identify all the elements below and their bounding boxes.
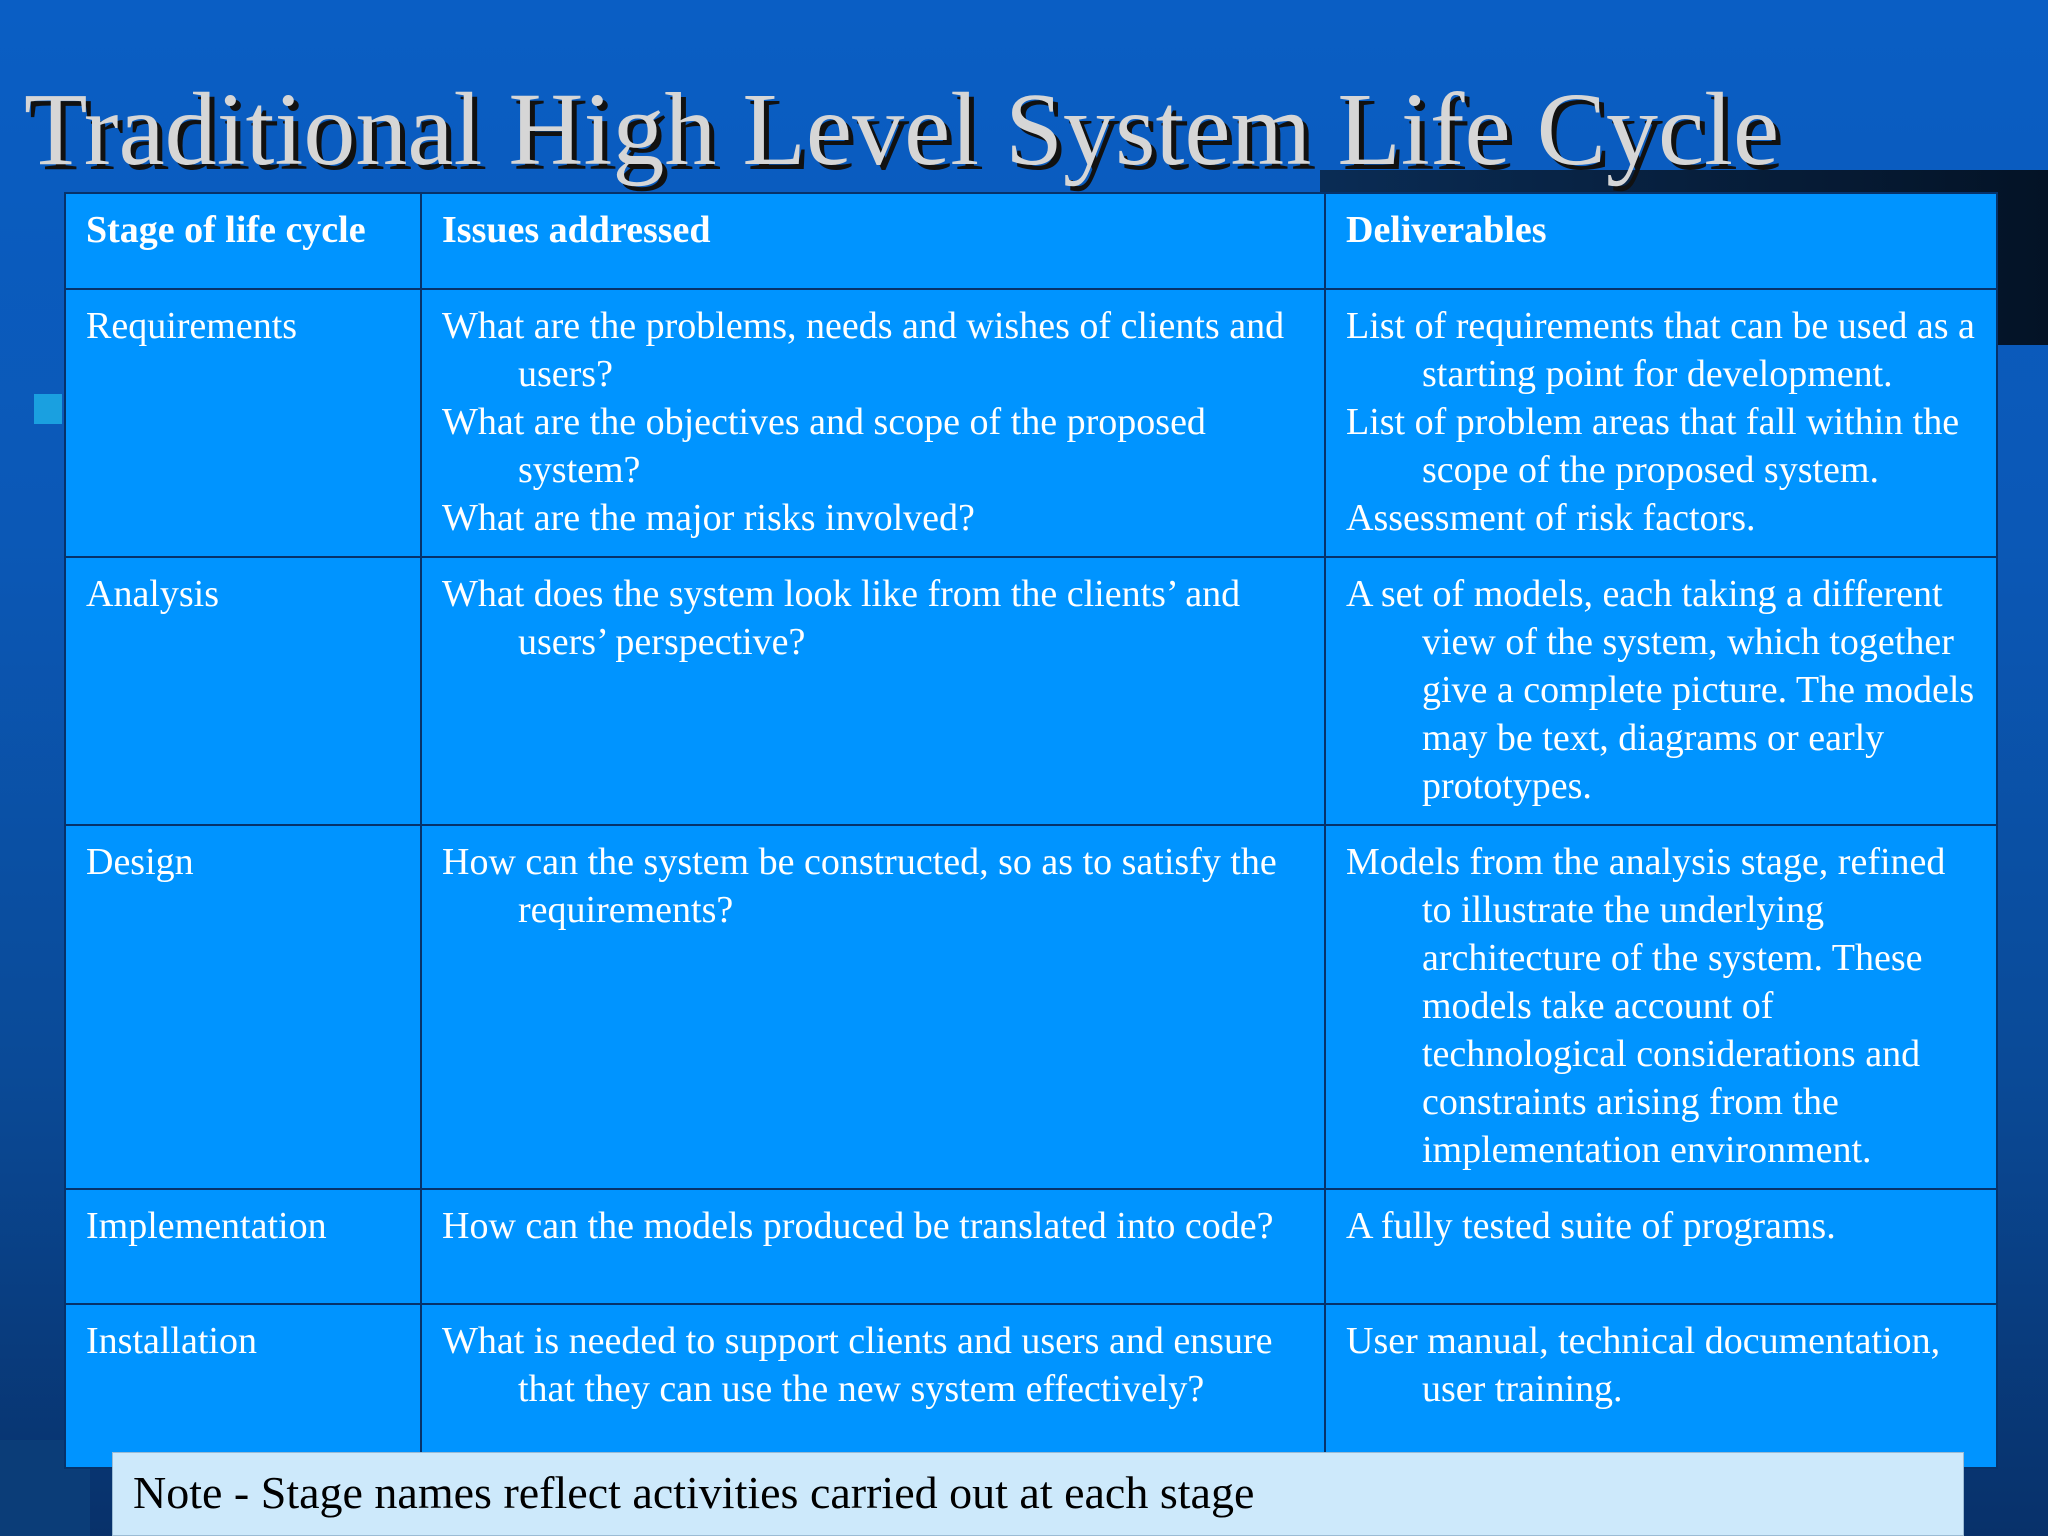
- deliverable-item: List of requirements that can be used as a starting point for development.: [1346, 305, 1975, 395]
- header-stage: Stage of life cycle: [65, 193, 421, 289]
- header-issues: Issues addressed: [421, 193, 1325, 289]
- issue-item: What does the system look like from the clients’ and users’ perspective?: [442, 573, 1241, 663]
- issues-cell: [421, 557, 1325, 825]
- table-header-row: [65, 193, 1997, 289]
- header-deliverables: Deliverables: [1325, 193, 1997, 289]
- deliverables-cell: [1325, 289, 1997, 557]
- stage-cell: Requirements: [65, 289, 421, 557]
- table-row: [65, 289, 1997, 557]
- deliverable-item: A set of models, each taking a different view of the system, which together give a complete picture. The models may be text, diagrams or early prototypes.: [1346, 573, 1975, 807]
- issues-cell: [421, 289, 1325, 557]
- issue-item: How can the models produced be translated into code?: [442, 1205, 1274, 1247]
- table-row: [65, 1189, 1997, 1304]
- slide-title: Traditional High Level System Life Cycle: [24, 72, 1780, 187]
- deliverables-cell: [1325, 1304, 1997, 1468]
- issue-item: What are the major risks involved?: [442, 497, 975, 539]
- issue-item: What are the problems, needs and wishes of clients and users?: [442, 305, 1285, 395]
- issue-item: How can the system be constructed, so as to satisfy the requirements?: [442, 841, 1277, 931]
- stage-cell: Implementation: [65, 1189, 421, 1304]
- issues-cell: [421, 825, 1325, 1189]
- deliverable-item: A fully tested suite of programs.: [1346, 1205, 1836, 1247]
- stage-cell: Installation: [65, 1304, 421, 1468]
- deliverables-cell: [1325, 825, 1997, 1189]
- deliverables-cell: [1325, 557, 1997, 825]
- lifecycle-table: [64, 192, 1998, 1469]
- deliverable-item: User manual, technical documentation, user training.: [1346, 1320, 1941, 1410]
- deliverable-item: Assessment of risk factors.: [1346, 497, 1756, 539]
- issue-item: What is needed to support clients and users and ensure that they can use the new system effectively?: [442, 1320, 1273, 1410]
- issues-cell: [421, 1189, 1325, 1304]
- issue-item: What are the objectives and scope of the proposed system?: [442, 401, 1206, 491]
- deliverable-item: Models from the analysis stage, refined to illustrate the underlying architecture of the system. These models take account of technological considerations and constraints arising from the implementation environment.: [1346, 841, 1946, 1171]
- note-box: [112, 1452, 1964, 1536]
- bullet-square-icon: [34, 394, 62, 424]
- table-row: [65, 1304, 1997, 1468]
- table-row: [65, 825, 1997, 1189]
- note-text: Note - Stage names reflect activities carried out at each stage: [133, 1467, 1255, 1518]
- issues-cell: [421, 1304, 1325, 1468]
- table-row: [65, 557, 1997, 825]
- stage-cell: Analysis: [65, 557, 421, 825]
- stage-cell: Design: [65, 825, 421, 1189]
- deliverable-item: List of problem areas that fall within the scope of the proposed system.: [1346, 401, 1960, 491]
- deliverables-cell: [1325, 1189, 1997, 1304]
